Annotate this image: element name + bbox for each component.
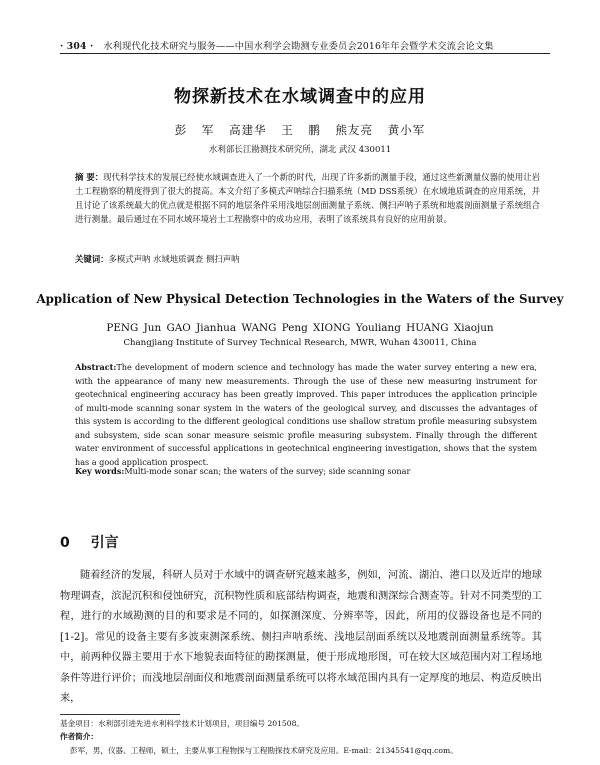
- section-number: 0: [60, 535, 70, 551]
- footnote-author-bio: 彭军，男，仪器、工程师，硕士，主要从事工程物探与工程勘探技术研究及应用。E-mail：21345541@qq.com。: [70, 746, 458, 755]
- keywords-en: [75, 466, 537, 476]
- affiliation-zh: 水利部长江勘测技术研究所，湖北 武汉 430011: [208, 145, 392, 155]
- body-paragraph: 随着经济的发展，科研人员对于水域中的调查研究越来越多，例如，河流、湖泊、港口以及近岸的地球物理调查，滨泥沉积和侵蚀研究，沉积物性质和底部结构调查，地震和测深综合测查等。针对不同类型的工程，进行的水域勘测的目的和要求是不同的，如探测深度、分辨率等，因此，所用的仪器设备也是不同的[1-2]。常见的设备主要有多波束测深系统、侧扫声呐系统、浅地层剖面系统以及地震剖面测量系统等。其中，前两种仪器主要用于水下地貌表面特征的勘探测量，便于形成地形图，可在较大区域范围内对工程场地条件等进行评价；而浅地层剖面仪和地震剖面测量系统可以将水域范围内具有一定厚度的地层、构造反映出来，: [60, 570, 542, 704]
- footnote-author-label: 作者简介：: [60, 732, 98, 741]
- section-title: 引言: [90, 535, 119, 551]
- title-zh: 物探新技术在水域调查中的应用: [174, 87, 426, 107]
- abstract-en-text: The development of modern science and technology has made the water survey entering a new era, with the appearance of many new measurements. Through the use of these new measuring instrument for geotechnical engineering accuracy has been greatly improved. This paper introduces the application principle of multi-mode scanning sonar system in the waters of the geological survey, and discusses the advantages of this system is according to the different geological conditions use shallow stratum profile measuring subsystem and subsystem, side scan sonar measure seismic profile measuring subsystem. Finally through the different water environment of successful applications in geotechnical engineering investigation, shows that the system has a good application prospect.: [75, 362, 537, 467]
- footnote-fund: 基金项目：水利部引进先进水利科学技术计划项目，项目编号 201508。: [60, 719, 305, 728]
- abstract-zh-label: 摘 要：: [75, 172, 104, 182]
- abstract-zh: [75, 170, 540, 226]
- title-en: Application of New Physical Detection Technologies in the Waters of the Survey: [36, 292, 564, 306]
- running-header: [60, 38, 550, 52]
- section-heading: [60, 532, 119, 552]
- authors-en: PENG Jun GAO Jianhua WANG Peng XIONG Youliang HUANG Xiaojun: [106, 322, 494, 334]
- keywords-zh-label: 关键词：: [75, 254, 109, 264]
- abstract-zh-text: 现代科学技术的发展已经使水域调查进入了一个新的时代，出现了许多新的测量手段，通过这些新测量仪器的使用让岩土工程勘察的精度得到了很大的提高。本文介绍了多模式声呐综合扫描系统（MD DSS系统）在水域地质调查的应用系统，并且讨论了该系统最大的优点就是根据不同的地层条件采用浅地层剖面测量子系统、侧扫声呐子系统和地震剖面测量子系统组合进行测量。最后通过在不同水域环境岩土工程勘察中的成功应用，表明了该系统具有良好的应用前景。: [75, 172, 540, 224]
- abstract-en: [75, 361, 537, 469]
- keywords-en-label: Key words:: [75, 466, 125, 476]
- abstract-en-label: Abstract:: [75, 362, 117, 372]
- header-rule: [60, 53, 550, 54]
- running-title: 水利现代化技术研究与服务——中国水利学会勘测专业委员会2016年年会暨学术交流会论文集: [103, 41, 494, 52]
- affiliation-en: Changjiang Institute of Survey Technical Research, MWR, Wuhan 430011, China: [123, 338, 477, 348]
- keywords-en-text: Multi-mode sonar scan; the waters of the survey; side scanning sonar: [124, 466, 411, 476]
- page-number: · 304 ·: [60, 41, 94, 52]
- keywords-zh-text: 多模式声呐 水域地质调查 侧扫声呐: [108, 254, 240, 264]
- authors-zh: 彭 军 高建华 王 鹏 熊友亮 黄小军: [174, 123, 426, 137]
- keywords-zh: [75, 253, 540, 265]
- footnote-rule: [60, 714, 180, 715]
